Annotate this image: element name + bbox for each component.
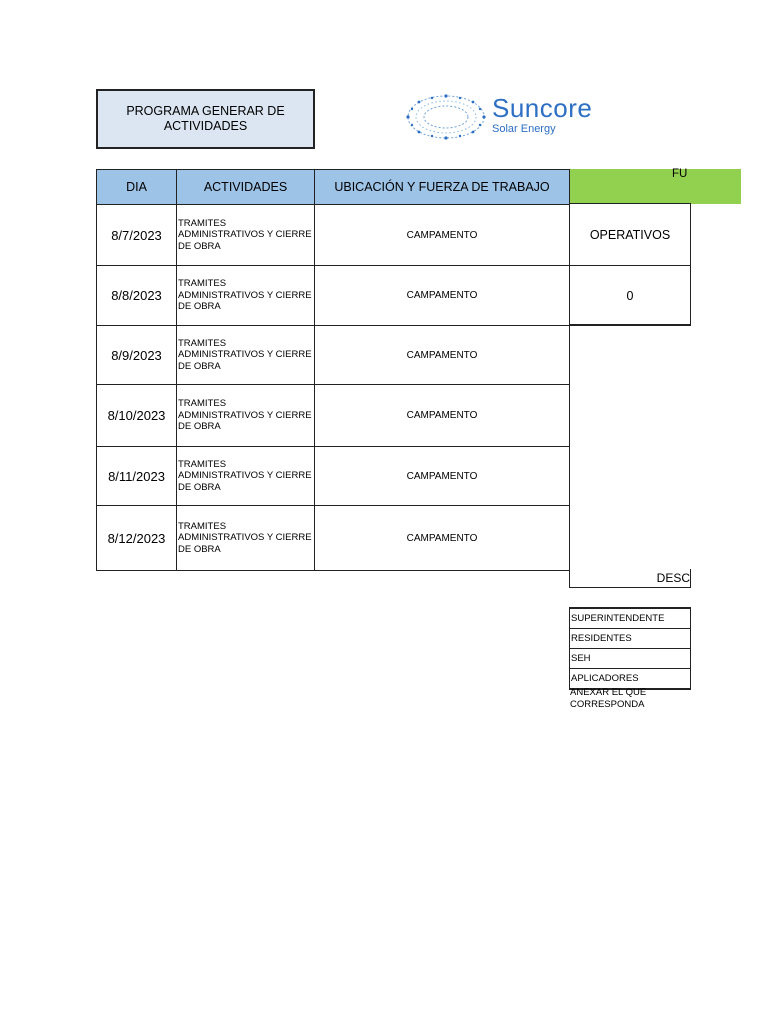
- row-location: CAMPAMENTO: [314, 446, 570, 506]
- desc-text: DESC: [656, 571, 690, 585]
- header-ubicacion: UBICACIÓN Y FUERZA DE TRABAJO: [314, 169, 570, 205]
- fuerza-value: 0: [626, 288, 634, 303]
- row-location: CAMPAMENTO: [314, 204, 570, 266]
- row-date: 8/10/2023: [96, 384, 177, 447]
- staff-row: SEH: [569, 649, 690, 669]
- staff-row: SUPERINTENDENTE: [569, 609, 690, 629]
- row-activity: TRAMITES ADMINISTRATIVOS Y CIERRE DE OBRA: [176, 325, 315, 385]
- row-date: 8/11/2023: [96, 446, 177, 506]
- fuerza-label: OPERATIVOS: [589, 227, 671, 242]
- row-activity: TRAMITES ADMINISTRATIVOS Y CIERRE DE OBRA: [176, 265, 315, 326]
- header-dia: DIA: [96, 169, 177, 205]
- staff-list: [569, 607, 691, 690]
- sun-ring-icon: [400, 92, 492, 142]
- row-location: CAMPAMENTO: [314, 265, 570, 326]
- column-border: [569, 326, 570, 569]
- suncore-logo: [400, 92, 640, 142]
- document-title: PROGRAMA GENERAR DE ACTIVIDADES: [96, 89, 315, 149]
- row-activity: TRAMITES ADMINISTRATIVOS Y CIERRE DE OBRA: [176, 446, 315, 506]
- row-location: CAMPAMENTO: [314, 505, 570, 571]
- row-date: 8/7/2023: [96, 204, 177, 266]
- staff-row: APLICADORES: [569, 669, 690, 690]
- fuerza-header-bar: [570, 169, 741, 204]
- row-location: CAMPAMENTO: [314, 384, 570, 447]
- header-actividades: ACTIVIDADES: [176, 169, 315, 205]
- staff-row: RESIDENTES: [569, 629, 690, 649]
- header-fuerza: FU: [672, 168, 688, 180]
- row-date: 8/8/2023: [96, 265, 177, 326]
- desc-label: [569, 569, 691, 588]
- row-date: 8/9/2023: [96, 325, 177, 385]
- row-date: 8/12/2023: [96, 505, 177, 571]
- logo-name: Suncore: [492, 93, 593, 123]
- row-activity: TRAMITES ADMINISTRATIVOS Y CIERRE DE OBRA: [176, 384, 315, 447]
- row-activity: TRAMITES ADMINISTRATIVOS Y CIERRE DE OBRA: [176, 505, 315, 571]
- annex-note: ANEXAR EL QUE CORRESPONDA: [570, 687, 647, 710]
- row-location: CAMPAMENTO: [314, 325, 570, 385]
- logo-tagline: Solar Energy: [492, 123, 556, 135]
- row-activity: TRAMITES ADMINISTRATIVOS Y CIERRE DE OBRA: [176, 204, 315, 266]
